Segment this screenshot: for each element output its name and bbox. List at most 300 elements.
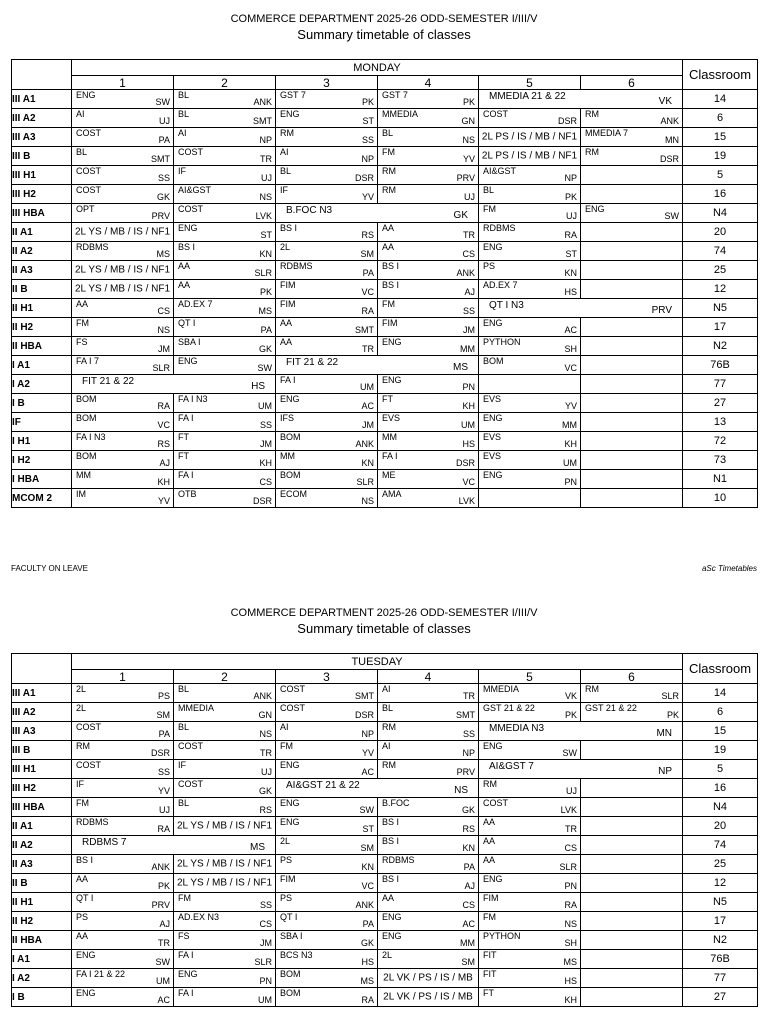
timetable-cell xyxy=(378,489,479,508)
class-name: II A2 xyxy=(12,242,72,261)
subject-code: IF xyxy=(280,185,288,195)
teacher-initials: SS xyxy=(157,767,170,777)
subject-code: QT I N3 xyxy=(489,300,524,311)
subject-code: BS I xyxy=(382,280,400,290)
timetable-cell xyxy=(276,988,378,1007)
timetable-cell xyxy=(479,489,581,508)
teacher-initials: SM xyxy=(156,710,170,720)
subject-code: ENG xyxy=(76,988,96,998)
class-name: II A1 xyxy=(12,817,72,836)
teacher-initials: UJ xyxy=(566,786,577,796)
timetable-cell xyxy=(72,223,174,242)
subject-code: AMA xyxy=(382,489,402,499)
timetable-cell xyxy=(72,261,174,280)
timetable-cell xyxy=(174,779,276,798)
timetable-cell xyxy=(174,109,276,128)
subject-code: RDBMS xyxy=(280,261,313,271)
teacher-initials: CS xyxy=(259,477,272,487)
timetable-row xyxy=(12,451,758,470)
teacher-initials: SMT xyxy=(456,710,475,720)
teacher-initials: PK xyxy=(157,881,170,891)
teacher-initials: SLR xyxy=(254,957,272,967)
teacher-initials: MN xyxy=(656,728,673,739)
timetable-cell xyxy=(479,893,581,912)
teacher-initials: GK xyxy=(156,192,170,202)
timetable-monday xyxy=(11,59,758,508)
teacher-initials: UM xyxy=(360,382,374,392)
teacher-initials: AJ xyxy=(159,919,170,929)
day-header: TUESDAY xyxy=(72,654,683,670)
timetable-cell xyxy=(479,337,581,356)
teacher-initials: ANK xyxy=(253,691,272,701)
teacher-initials: YV xyxy=(462,154,475,164)
timetable-cell xyxy=(378,166,479,185)
day-header: MONDAY xyxy=(72,60,683,76)
subject-code: AA xyxy=(280,337,293,347)
teacher-initials: PRV xyxy=(151,211,170,221)
subject-code: EVS xyxy=(483,432,502,442)
subject-code: FA I xyxy=(178,470,194,480)
classroom-number: N4 xyxy=(683,204,758,223)
timetable-cell xyxy=(276,242,378,261)
teacher-initials: ST xyxy=(260,230,272,240)
timetable-cell xyxy=(174,912,276,931)
timetable-cell xyxy=(479,356,581,375)
subject-code: ENG xyxy=(178,356,198,366)
teacher-initials: GN xyxy=(258,710,272,720)
teacher-initials: JM xyxy=(260,938,272,948)
teacher-initials: AC xyxy=(361,401,374,411)
teacher-initials: GK xyxy=(461,805,475,815)
class-name: II B xyxy=(12,874,72,893)
teacher-initials: RS xyxy=(361,230,374,240)
teacher-initials: NP xyxy=(462,748,475,758)
classroom-number: 16 xyxy=(683,779,758,798)
classroom-number: 10 xyxy=(683,489,758,508)
teacher-initials: UJ xyxy=(261,173,272,183)
teacher-initials: KH xyxy=(157,477,170,487)
subject-code: PS xyxy=(280,855,293,865)
subject-code: RM xyxy=(76,741,90,751)
subject-code: MMEDIA 7 xyxy=(585,128,629,138)
class-name: III H2 xyxy=(12,185,72,204)
teacher-initials: ST xyxy=(362,116,374,126)
timetable-cell xyxy=(72,166,174,185)
teacher-initials: SMT xyxy=(355,325,374,335)
subject-code: FA I 21 & 22 xyxy=(76,969,126,979)
teacher-initials: NS xyxy=(564,919,577,929)
classroom-number: 5 xyxy=(683,166,758,185)
classroom-number: 25 xyxy=(683,261,758,280)
subject-code: COST xyxy=(280,684,306,694)
timetable-cell xyxy=(378,109,479,128)
teacher-initials: KH xyxy=(564,995,577,1005)
timetable-cell xyxy=(276,166,378,185)
subject-code: AD.EX 7 xyxy=(178,299,213,309)
timetable-cell xyxy=(72,779,174,798)
timetable-row xyxy=(12,185,758,204)
subject-code: 2L xyxy=(280,242,291,252)
timetable-cell xyxy=(479,836,581,855)
timetable-cell xyxy=(581,128,683,147)
timetable-cell xyxy=(276,280,378,299)
footer-faculty-on-leave: FACULTY ON LEAVE xyxy=(11,564,88,573)
subject-code: BS I xyxy=(382,874,400,884)
subject-code: BOM xyxy=(280,988,301,998)
class-name: III A3 xyxy=(12,722,72,741)
timetable-cell xyxy=(72,204,174,223)
footer-brand: aSc Timetables xyxy=(701,564,757,573)
subject-code: B.FOC xyxy=(382,798,410,808)
teacher-initials: ANK xyxy=(660,116,679,126)
timetable-cell xyxy=(479,912,581,931)
teacher-initials: NS xyxy=(361,496,374,506)
teacher-initials: PK xyxy=(564,710,577,720)
subject-code: MMEDIA 21 & 22 xyxy=(489,91,566,102)
subject-code: RDBMS 7 xyxy=(82,837,127,848)
subject-code: BL xyxy=(280,166,292,176)
subject-code: FT xyxy=(382,394,393,404)
timetable-cell xyxy=(72,147,174,166)
subject-code: AA xyxy=(76,874,89,884)
timetable-row xyxy=(12,969,758,988)
timetable-cell xyxy=(174,722,276,741)
teacher-initials: VC xyxy=(564,363,577,373)
teacher-initials: VC xyxy=(361,287,374,297)
timetable-cell xyxy=(581,931,683,950)
class-name: II A2 xyxy=(12,836,72,855)
period-number: 6 xyxy=(581,670,683,684)
timetable-cell xyxy=(72,855,174,874)
teacher-initials: UM xyxy=(156,976,170,986)
subject-code: EVS xyxy=(382,413,401,423)
subject-code: FA I N3 xyxy=(178,394,208,404)
subject-code: SBA I xyxy=(178,337,201,347)
timetable-cell xyxy=(72,109,174,128)
teacher-initials: YV xyxy=(564,401,577,411)
teacher-initials: SW xyxy=(359,805,374,815)
subject-code: AI xyxy=(382,684,391,694)
timetable-cell xyxy=(174,356,276,375)
class-name: II H2 xyxy=(12,318,72,337)
class-name: II H2 xyxy=(12,912,72,931)
timetable-cell xyxy=(479,722,683,741)
teacher-initials: VC xyxy=(157,420,170,430)
timetable-cell xyxy=(174,337,276,356)
teacher-initials: SW xyxy=(562,748,577,758)
period-number: 2 xyxy=(174,670,276,684)
teacher-initials: MM xyxy=(460,344,475,354)
timetable-cell xyxy=(581,375,683,394)
timetable-cell xyxy=(479,874,581,893)
classroom-number: 20 xyxy=(683,223,758,242)
teacher-initials: SLR xyxy=(254,268,272,278)
teacher-initials: PK xyxy=(462,97,475,107)
timetable-cell xyxy=(378,451,479,470)
timetable-cell xyxy=(581,703,683,722)
class-name: IF xyxy=(12,413,72,432)
timetable-cell xyxy=(581,950,683,969)
subject-code: AA xyxy=(76,931,89,941)
teacher-initials: DSR xyxy=(252,496,272,506)
teacher-initials: UJ xyxy=(261,767,272,777)
subject-code: ENG xyxy=(178,969,198,979)
subject-code: IM xyxy=(76,489,86,499)
timetable-cell xyxy=(378,874,479,893)
subject-code: IF xyxy=(178,166,186,176)
teacher-initials: PN xyxy=(462,382,475,392)
subject-code: FM xyxy=(382,299,395,309)
teacher-initials: KN xyxy=(361,458,374,468)
teacher-initials: PA xyxy=(158,729,170,739)
subject-code: FA I 7 xyxy=(76,356,100,366)
teacher-initials: RS xyxy=(157,439,170,449)
timetable-cell xyxy=(174,223,276,242)
teacher-initials: RA xyxy=(564,230,577,240)
timetable-cell xyxy=(276,722,378,741)
subject-code: AI&GST 7 xyxy=(489,761,534,772)
timetable-cell xyxy=(276,356,479,375)
teacher-initials: AC xyxy=(462,919,475,929)
subject-code: ENG xyxy=(76,90,96,100)
subject-code: MMEDIA xyxy=(483,684,519,694)
timetable-cell xyxy=(276,836,378,855)
timetable-cell xyxy=(276,760,378,779)
teacher-initials: MS xyxy=(250,842,265,853)
document-subtitle: Summary timetable of classes xyxy=(297,621,471,636)
teacher-initials: TR xyxy=(565,824,577,834)
timetable-cell xyxy=(72,242,174,261)
teacher-initials: RA xyxy=(157,824,170,834)
timetable-cell xyxy=(276,798,378,817)
subject-code: BCS N3 xyxy=(280,950,313,960)
teacher-initials: YV xyxy=(157,496,170,506)
teacher-initials: AC xyxy=(361,767,374,777)
timetable-cell xyxy=(276,204,479,223)
timetable-cell xyxy=(276,109,378,128)
classroom-number: 19 xyxy=(683,147,758,166)
classroom-number: 27 xyxy=(683,988,758,1007)
timetable-row xyxy=(12,394,758,413)
document-subtitle: Summary timetable of classes xyxy=(297,27,471,42)
class-name: II A3 xyxy=(12,261,72,280)
class-name: II HBA xyxy=(12,931,72,950)
teacher-initials: PN xyxy=(259,976,272,986)
teacher-initials: PRV xyxy=(151,900,170,910)
class-name: I A1 xyxy=(12,950,72,969)
period-number: 5 xyxy=(479,670,581,684)
timetable-cell xyxy=(581,432,683,451)
teacher-initials: RA xyxy=(361,306,374,316)
subject-code: IF xyxy=(178,760,186,770)
teacher-initials: SS xyxy=(157,173,170,183)
timetable-cell xyxy=(72,760,174,779)
class-name: I A2 xyxy=(12,969,72,988)
timetable-cell xyxy=(72,722,174,741)
class-name: III H1 xyxy=(12,760,72,779)
timetable-row xyxy=(12,836,758,855)
subject-code: ENG xyxy=(483,470,503,480)
subject-code: BOM xyxy=(280,432,301,442)
timetable-row xyxy=(12,760,758,779)
teacher-initials: SM xyxy=(360,249,374,259)
teacher-initials: UJ xyxy=(464,192,475,202)
teacher-initials: YV xyxy=(361,748,374,758)
subject-code: MM xyxy=(382,432,397,442)
teacher-initials: KH xyxy=(462,401,475,411)
class-name: I A1 xyxy=(12,356,72,375)
timetable-row xyxy=(12,280,758,299)
timetable-cell xyxy=(72,375,276,394)
subject-code: BOM xyxy=(483,356,504,366)
timetable-cell xyxy=(581,741,683,760)
teacher-initials: ANK xyxy=(355,439,374,449)
period-number: 3 xyxy=(276,670,378,684)
timetable-cell xyxy=(479,432,581,451)
teacher-initials: GK xyxy=(258,344,272,354)
period-number: 2 xyxy=(174,76,276,90)
classroom-number: 76B xyxy=(683,950,758,969)
teacher-initials: NP xyxy=(658,766,673,777)
timetable-cell xyxy=(581,394,683,413)
timetable-cell xyxy=(72,299,174,318)
teacher-initials: TR xyxy=(260,748,272,758)
timetable-cell xyxy=(276,185,378,204)
subject-code: ENG xyxy=(483,318,503,328)
timetable-cell xyxy=(378,798,479,817)
class-name: III A1 xyxy=(12,684,72,703)
subject-code: GST 21 & 22 xyxy=(585,703,637,713)
teacher-initials: KN xyxy=(564,268,577,278)
classroom-number: 77 xyxy=(683,375,758,394)
timetable-row xyxy=(12,779,758,798)
timetable-cell xyxy=(276,394,378,413)
document-title: COMMERCE DEPARTMENT 2025-26 ODD-SEMESTER I/III/V xyxy=(230,13,538,25)
timetable-row xyxy=(12,817,758,836)
timetable-cell xyxy=(378,242,479,261)
timetable-cell xyxy=(378,988,479,1007)
timetable-cell xyxy=(174,204,276,223)
timetable-cell xyxy=(479,318,581,337)
subject-code: BS I xyxy=(382,836,400,846)
subject-code: BOM xyxy=(76,394,97,404)
subject-code: GST 21 & 22 xyxy=(483,703,535,713)
subject-code: ENG xyxy=(483,413,503,423)
class-name: III B xyxy=(12,147,72,166)
timetable-cell xyxy=(72,931,174,950)
subject-code: BL xyxy=(178,109,190,119)
subject-code: BL xyxy=(178,798,190,808)
timetable-cell xyxy=(378,318,479,337)
classroom-number: N2 xyxy=(683,337,758,356)
timetable-cell xyxy=(174,128,276,147)
timetable-cell xyxy=(581,318,683,337)
teacher-initials: TR xyxy=(463,691,475,701)
class-name: II HBA xyxy=(12,337,72,356)
subject-code: RDBMS xyxy=(382,855,415,865)
subject-code: FIM xyxy=(483,893,499,903)
teacher-initials: CS xyxy=(259,919,272,929)
period-number: 1 xyxy=(72,670,174,684)
timetable-cell xyxy=(276,432,378,451)
subject-code: FM xyxy=(178,893,191,903)
teacher-initials: CS xyxy=(157,306,170,316)
teacher-initials: YV xyxy=(157,786,170,796)
class-name: I H2 xyxy=(12,451,72,470)
timetable-row xyxy=(12,318,758,337)
timetable-cell xyxy=(479,703,581,722)
subject-code: ENG xyxy=(76,950,96,960)
subject-code: ENG xyxy=(280,394,300,404)
subject-code: 2L YS / MB / IS / NF1 xyxy=(74,264,171,276)
subject-code: FA I xyxy=(178,988,194,998)
timetable-cell xyxy=(174,760,276,779)
subject-code: 2L YS / MB / IS / NF1 xyxy=(176,858,273,870)
teacher-initials: PK xyxy=(361,97,374,107)
subject-code: AA xyxy=(382,223,395,233)
timetable-cell xyxy=(276,318,378,337)
subject-code: BOM xyxy=(280,470,301,480)
subject-code: RDBMS xyxy=(483,223,516,233)
class-name: MCOM 2 xyxy=(12,489,72,508)
teacher-initials: TR xyxy=(463,230,475,240)
teacher-initials: SLR xyxy=(559,862,577,872)
timetable-cell xyxy=(581,779,683,798)
timetable-cell xyxy=(581,988,683,1007)
timetable-cell xyxy=(276,470,378,489)
timetable-cell xyxy=(174,432,276,451)
subject-code: 2L xyxy=(76,684,87,694)
timetable-cell xyxy=(479,261,581,280)
teacher-initials: SLR xyxy=(152,363,170,373)
classroom-number: N2 xyxy=(683,931,758,950)
subject-code: RDBMS xyxy=(76,242,109,252)
timetable-cell xyxy=(72,950,174,969)
subject-code: 2L PS / IS / MB / NF1 xyxy=(481,131,578,143)
timetable-cell xyxy=(479,931,581,950)
timetable-cell xyxy=(174,470,276,489)
timetable-cell xyxy=(174,90,276,109)
timetable-cell xyxy=(581,185,683,204)
timetable-cell xyxy=(581,223,683,242)
timetable-cell xyxy=(581,413,683,432)
timetable-cell xyxy=(276,703,378,722)
timetable-cell xyxy=(174,299,276,318)
subject-code: BS I xyxy=(382,261,400,271)
subject-code: ENG xyxy=(280,798,300,808)
teacher-initials: KN xyxy=(361,862,374,872)
subject-code: COST xyxy=(76,185,102,195)
subject-code: AI xyxy=(178,128,187,138)
teacher-initials: RA xyxy=(361,995,374,1005)
teacher-initials: SLR xyxy=(356,477,374,487)
teacher-initials: KN xyxy=(462,843,475,853)
teacher-initials: JM xyxy=(158,344,170,354)
subject-code: 2L xyxy=(382,950,393,960)
subject-code: RM xyxy=(585,109,599,119)
timetable-cell xyxy=(581,836,683,855)
teacher-initials: JM xyxy=(362,420,374,430)
timetable-cell xyxy=(581,261,683,280)
subject-code: 2L PS / IS / MB / NF1 xyxy=(481,150,578,162)
subject-code: AA xyxy=(382,242,395,252)
teacher-initials: KH xyxy=(564,439,577,449)
period-number: 5 xyxy=(479,76,581,90)
classroom-number: 76B xyxy=(683,356,758,375)
timetable-cell xyxy=(174,185,276,204)
classroom-number: N4 xyxy=(683,798,758,817)
timetable-cell xyxy=(174,703,276,722)
